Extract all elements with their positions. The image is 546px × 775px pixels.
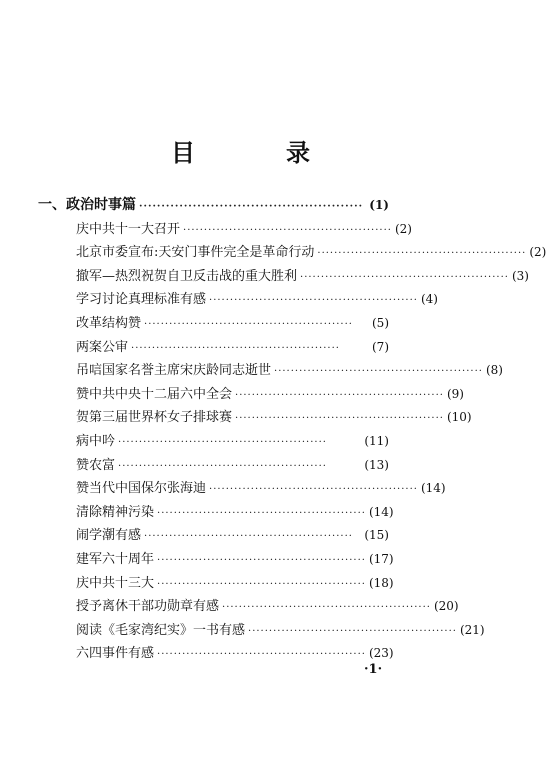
dot-leader: ··················································: [235, 389, 444, 401]
toc-entry-page: (3): [511, 268, 529, 283]
toc-entry: [76, 430, 389, 452]
toc-entry-label: 建军六十周年: [76, 552, 155, 567]
toc-entry: [76, 572, 394, 594]
toc-entry-page: (7): [372, 339, 389, 354]
toc-entry-page: (14): [368, 504, 394, 519]
toc-entry-label: 赞当代中国保尔张海迪: [76, 481, 207, 497]
toc-entry: [76, 336, 389, 358]
toc-entry: [76, 524, 389, 546]
toc-section-page: (1): [369, 198, 389, 212]
toc-entry-label: 庆中共十一大召开: [76, 221, 181, 237]
toc-entry-page: (8): [485, 363, 503, 378]
toc-entry-label: 赞农富: [76, 457, 116, 473]
toc-entry-page: (18): [368, 575, 394, 590]
toc-entry-label: 病中吟: [76, 434, 116, 449]
toc-section-heading: [38, 194, 389, 216]
dot-leader: ··················································: [183, 224, 392, 236]
toc-entry-label: 学习讨论真理标准有感: [76, 292, 207, 308]
toc-entry: [76, 406, 472, 428]
title-char-2: 录: [286, 138, 310, 167]
toc-entry: [76, 288, 438, 310]
toc-entry: [76, 619, 485, 641]
toc-entry-label: 改革结构赞: [76, 316, 142, 331]
toc-section-label: 一、政治时事篇: [38, 197, 136, 213]
dot-leader: ··················································: [209, 484, 418, 496]
toc-entry-page: (23): [368, 646, 394, 661]
toc-entry: [76, 241, 546, 263]
dot-leader: ··················································: [209, 295, 418, 307]
toc-entry-label: 撤军—热烈祝贺自卫反击战的重大胜利: [76, 268, 298, 284]
dot-leader: ··················································: [144, 531, 353, 543]
toc-entry-label: 吊唁国家名誉主席宋庆龄同志逝世: [76, 363, 272, 379]
dot-leader: ··················································: [157, 555, 366, 566]
toc-entry: [76, 501, 394, 523]
dot-leader: ··················································: [118, 437, 327, 448]
toc-entry-label: 贺第三届世界杯女子排球赛: [76, 410, 233, 426]
toc-entry-label: 六四事件有感: [76, 646, 155, 662]
toc-entry-label: 两案公审: [76, 339, 129, 355]
dot-leader: ··················································: [235, 413, 444, 425]
dot-leader: ··················································: [317, 248, 527, 260]
page-title: [0, 138, 504, 168]
toc-entry-page: (4): [420, 292, 438, 307]
toc-entry: [76, 454, 389, 476]
toc-entry-label: 阅读《毛家湾纪实》一书有感: [76, 622, 246, 638]
dot-leader: ··················································: [157, 578, 366, 590]
toc-entry: [76, 312, 389, 334]
title-char-1: 目: [171, 138, 195, 167]
toc-entry-label: 闹学潮有感: [76, 528, 142, 544]
dot-leader: ··················································: [222, 602, 431, 614]
dot-leader: ··················································: [157, 649, 366, 661]
toc-entry-page: (17): [368, 552, 394, 566]
toc-entry: [76, 383, 464, 405]
toc-entry: [76, 477, 446, 499]
page-number-footer: ·1·: [364, 662, 383, 677]
dot-leader: ··················································: [131, 342, 340, 354]
toc-entry: [76, 218, 412, 240]
toc-entry-page: (10): [446, 410, 472, 425]
toc-entry: [76, 642, 394, 664]
dot-leader: ··················································: [274, 366, 483, 378]
toc-entry-page: (14): [420, 481, 446, 496]
toc-entry-page: (11): [364, 434, 389, 448]
toc-entry-label: 赞中共中央十二届六中全会: [76, 386, 233, 402]
toc-entry-page: (9): [446, 386, 464, 401]
toc-entry-page: (13): [364, 457, 389, 472]
toc-entry: [76, 595, 459, 617]
toc-entry-page: (20): [433, 599, 459, 614]
dot-leader: ··················································: [248, 625, 457, 637]
toc-entry-page: (21): [459, 622, 485, 637]
dot-leader: ··················································: [118, 460, 327, 472]
toc-entry-page: (2): [394, 221, 412, 236]
toc-entry-label: 授予离休干部功勋章有感: [76, 599, 220, 615]
toc-entry: [76, 548, 394, 570]
toc-entry-label: 庆中共十三大: [76, 575, 155, 591]
toc-entry: [76, 359, 503, 381]
dot-leader: ··················································: [157, 507, 366, 519]
dot-leader: ··················································: [144, 319, 353, 330]
toc-entry-label: 北京市委宣布:天安门事件完全是革命行动: [76, 245, 315, 261]
dot-leader: ··················································: [300, 271, 509, 283]
toc-entry-page: (2): [529, 245, 546, 260]
toc-entry: [76, 265, 529, 287]
toc-entry-label: 清除精神污染: [76, 504, 155, 520]
dot-leader: ··················································: [139, 201, 364, 212]
toc-entry-page: (15): [364, 528, 389, 543]
toc-entry-page: (5): [372, 316, 389, 330]
